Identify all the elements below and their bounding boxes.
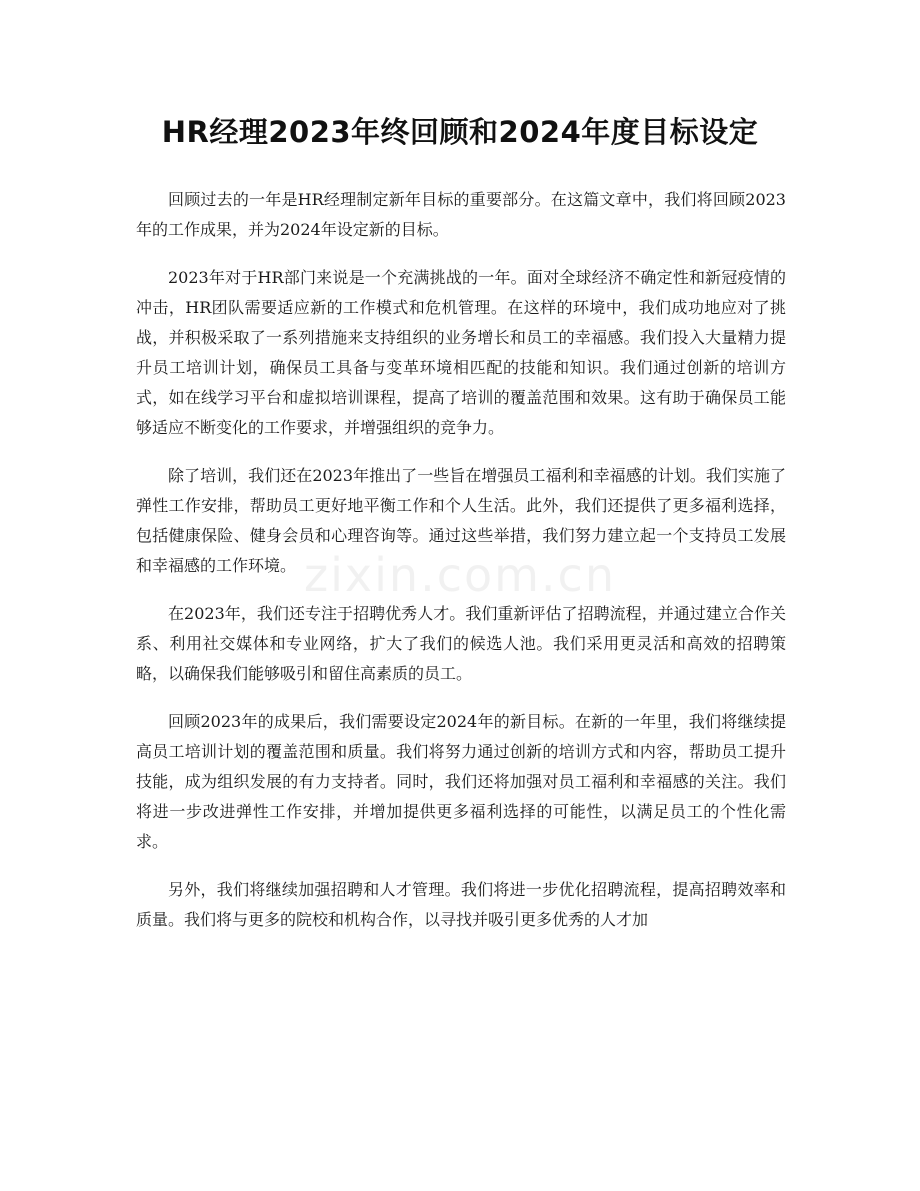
document-title: HR经理2023年终回顾和2024年度目标设定	[161, 115, 759, 149]
paragraph-4: 在2023年，我们还专注于招聘优秀人才。我们重新评估了招聘流程，并通过建立合作关系、利用社交媒体和专业网络，扩大了我们的候选人池。我们采用更灵活和高效的招聘策略，以确保我们能够吸引和留住高素质的员工。	[136, 604, 786, 683]
document-body	[136, 185, 786, 953]
paragraph-3: 除了培训，我们还在2023年推出了一些旨在增强员工福利和幸福感的计划。我们实施了弹性工作安排，帮助员工更好地平衡工作和个人生活。此外，我们还提供了更多福利选择，包括健康保险、健身会员和心理咨询等。通过这些举措，我们努力建立起一个支持员工发展和幸福感的工作环境。	[136, 466, 786, 575]
paragraph-6: 另外，我们将继续加强招聘和人才管理。我们将进一步优化招聘流程，提高招聘效率和质量。我们将与更多的院校和机构合作，以寻找并吸引更多优秀的人才加	[136, 880, 786, 929]
watermark: zixin.com.cn	[303, 548, 617, 602]
paragraph-2: 2023年对于HR部门来说是一个充满挑战的一年。面对全球经济不确定性和新冠疫情的冲击，HR团队需要适应新的工作模式和危机管理。在这样的环境中，我们成功地应对了挑战，并积极采取了一系列措施来支持组织的业务增长和员工的幸福感。我们投入大量精力提升员工培训计划，确保员工具备与变革环境相匹配的技能和知识。我们通过创新的培训方式，如在线学习平台和虚拟培训课程，提高了培训的覆盖范围和效果。这有助于确保员工能够适应不断变化的工作要求，并增强组织的竞争力。	[136, 268, 786, 437]
paragraph-1: 回顾过去的一年是HR经理制定新年目标的重要部分。在这篇文章中，我们将回顾2023年的工作成果，并为2024年设定新的目标。	[136, 190, 786, 239]
paragraph-5: 回顾2023年的成果后，我们需要设定2024年的新目标。在新的一年里，我们将继续提高员工培训计划的覆盖范围和质量。我们将努力通过创新的培训方式和内容，帮助员工提升技能，成为组织发展的有力支持者。同时，我们还将加强对员工福利和幸福感的关注。我们将进一步改进弹性工作安排，并增加提供更多福利选择的可能性，以满足员工的个性化需求。	[136, 712, 786, 851]
